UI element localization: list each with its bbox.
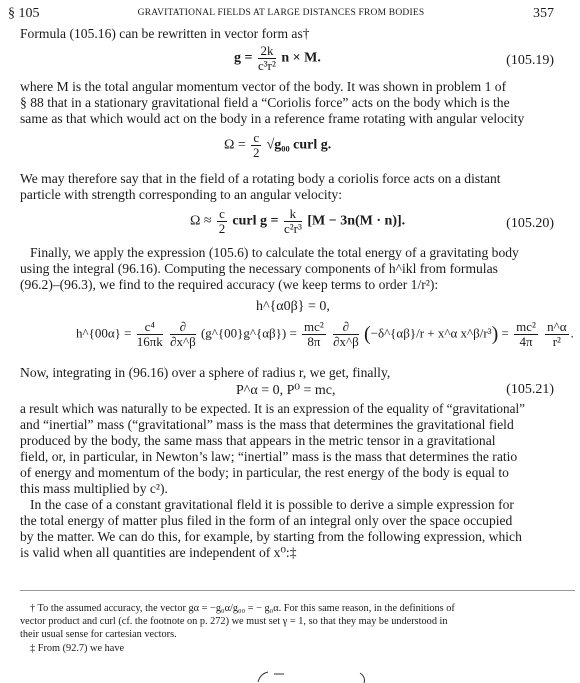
equation-label: (105.19) [506,53,554,68]
fraction [258,44,276,73]
equation-text: P^α = 0, P⁰ = mc, [236,383,336,398]
fraction-numerator: mc² [304,319,324,334]
eq-lhs: g = [234,50,253,66]
cut-off-formula-fragment [250,668,370,683]
fraction-denominator: 2 [218,221,226,236]
fraction [137,320,163,349]
equation-label: (105.21) [506,382,554,397]
fraction-numerator: 2k [258,44,276,59]
fraction-denominator: ∂x^β [170,334,196,349]
text-line: the total energy of matter plus filed in the form of an integral only over the space occupied [20,513,513,528]
equation-105-20 [20,207,554,241]
fraction [545,320,568,349]
text-line: produced by the body, the same mass that appears in the metric tensor in a gravitational [20,433,496,448]
fraction [302,320,326,349]
text-line: Finally, we apply the expression (105.6) to calculate the total energy of a gravitating body [30,245,519,260]
fraction [284,207,302,236]
fraction-denominator: c³r² [257,58,276,73]
footnote-line: ‡ From (92.7) we have [30,643,125,654]
text-line: this mass multiplied by c²). [20,481,168,496]
text-line: field, or, in particular, in Newton’s law; “inertial” mass is the mass that determines the ratio [20,449,518,464]
eq-lhs: Ω = [224,137,246,153]
fraction-numerator: ∂ [170,320,196,335]
text-line: same as that which would act on the body in a reference frame rotating with angular velocity [20,111,525,126]
text-line: Formula (105.16) can be rewritten in vector form as† [20,26,310,41]
eq-paren: −δ^{αβ}/r + x^α x^β/r³ [370,325,492,341]
fraction [217,207,227,236]
section-number: § 105 [8,6,40,21]
fraction [170,320,196,349]
text-line: is valid when all quantities are independent of x⁰:‡ [20,545,297,560]
fraction-numerator: ∂ [333,320,359,335]
fraction-numerator: c [219,206,225,221]
equation-text: h^{α0β} = 0, [256,299,330,314]
fraction-denominator: c²r³ [283,221,302,236]
text-line: We may therefore say that in the field of a rotating body a coriolis force acts on a distant [20,171,501,186]
eq-mid: curl g = [232,213,279,229]
fraction-denominator: ∂x^β [333,334,359,349]
equation-105-19 [20,44,554,78]
fraction-numerator: c⁴ [137,320,163,335]
eq-rhs: n × M. [281,50,321,66]
text-line: a result which was naturally to be expected. It is an expression of the equality of “gravitational” [20,401,525,416]
fraction-numerator: k [284,207,302,222]
fraction [333,320,359,349]
page-number: 357 [533,6,554,21]
text-line: In the case of a constant gravitational fleld it is possible to derive a simple expression for [30,497,514,512]
footnote-line: vector product and curl (cf. the footnote on p. 272) we must set γ = 1, so that they may be understood in [20,616,448,627]
text-line: of energy and momentum of the body; in particular, the rest energy of the body is equal to [20,465,509,480]
fraction-denominator: 4π [519,334,533,349]
fraction-numerator: n^α [547,319,567,334]
eq-rhs: √g₀₀ curl g. [266,137,332,153]
text-line: and “inertial” mass (“gravitational” mass is the mass that determines the gravitational field [20,417,514,432]
running-header [8,6,554,26]
footnote-rule [20,590,575,591]
running-title: GRAVITATIONAL FIELDS AT LARGE DISTANCES FROM BODIES [137,8,425,18]
equation-105-21 [20,382,554,402]
fraction [514,320,538,349]
fraction-numerator: mc² [516,319,536,334]
equation-omega [20,131,554,165]
text-line: by the matter. We can do this, for example, by starting from the following expression, which [20,529,522,544]
partial-formula-glyphs [250,668,370,683]
eq-rhs: [M − 3n(M · n)]. [307,213,406,229]
fraction-denominator: 8π [307,334,321,349]
text-line: (96.2)–(96.3), we find to the required accuracy (we keep terms to order 1/r²): [20,277,439,292]
fraction [251,131,261,160]
text-line: § 88 that in a stationary gravitational field a “Coriolis force” acts on the body which is the [20,95,510,110]
equation-h-00alpha: h^{00α} = $\frac{\text{c⁴}}{16\pi k}$ $\frac{\partial}{\partial x\^{}\beta}$ (g^{00}g^{αβ}) = $\frac{\text{mc²}}{8\pi}$ $\frac{\partial}{\partial x\^{}\beta}$ (−δ^{αβ}/r + x^α x^β/r³) = $\frac{\text{mc²}}{4\pi}$ $\frac{n\^{}\alpha}{\text{r²}}$ . [76,319,574,349]
text-line: Now, integrating in (96.16) over a sphere of radius r, we get, finally, [20,365,391,380]
text-line: where M is the total angular momentum vector of the body. It was shown in problem 1 of [20,79,507,94]
footnote-line: their usual sense for cartesian vectors. [20,629,177,640]
eq-term: (g^{00}g^{αβ}) = [200,325,297,341]
fraction-denominator: 2 [252,145,260,160]
eq-lhs: Ω ≈ [190,213,212,229]
footnote-line: † To the assumed accuracy, the vector gα = −g₀α/g₀₀ = − g₀α. For this same reason, in the definitions of [30,603,455,614]
equation-label: (105.20) [506,216,554,231]
eq-lhs: h^{00α} = [76,325,132,341]
fraction-denominator: 16πk [136,334,163,349]
text-line: particle with strength corresponding to an angular velocity: [20,187,343,202]
text-line: using the integral (96.16). Computing the necessary components of h^ikl from formulas [20,261,498,276]
fraction-numerator: c [253,130,260,145]
equation-h-alpha0beta [20,297,554,317]
fraction-denominator: r² [552,334,561,349]
